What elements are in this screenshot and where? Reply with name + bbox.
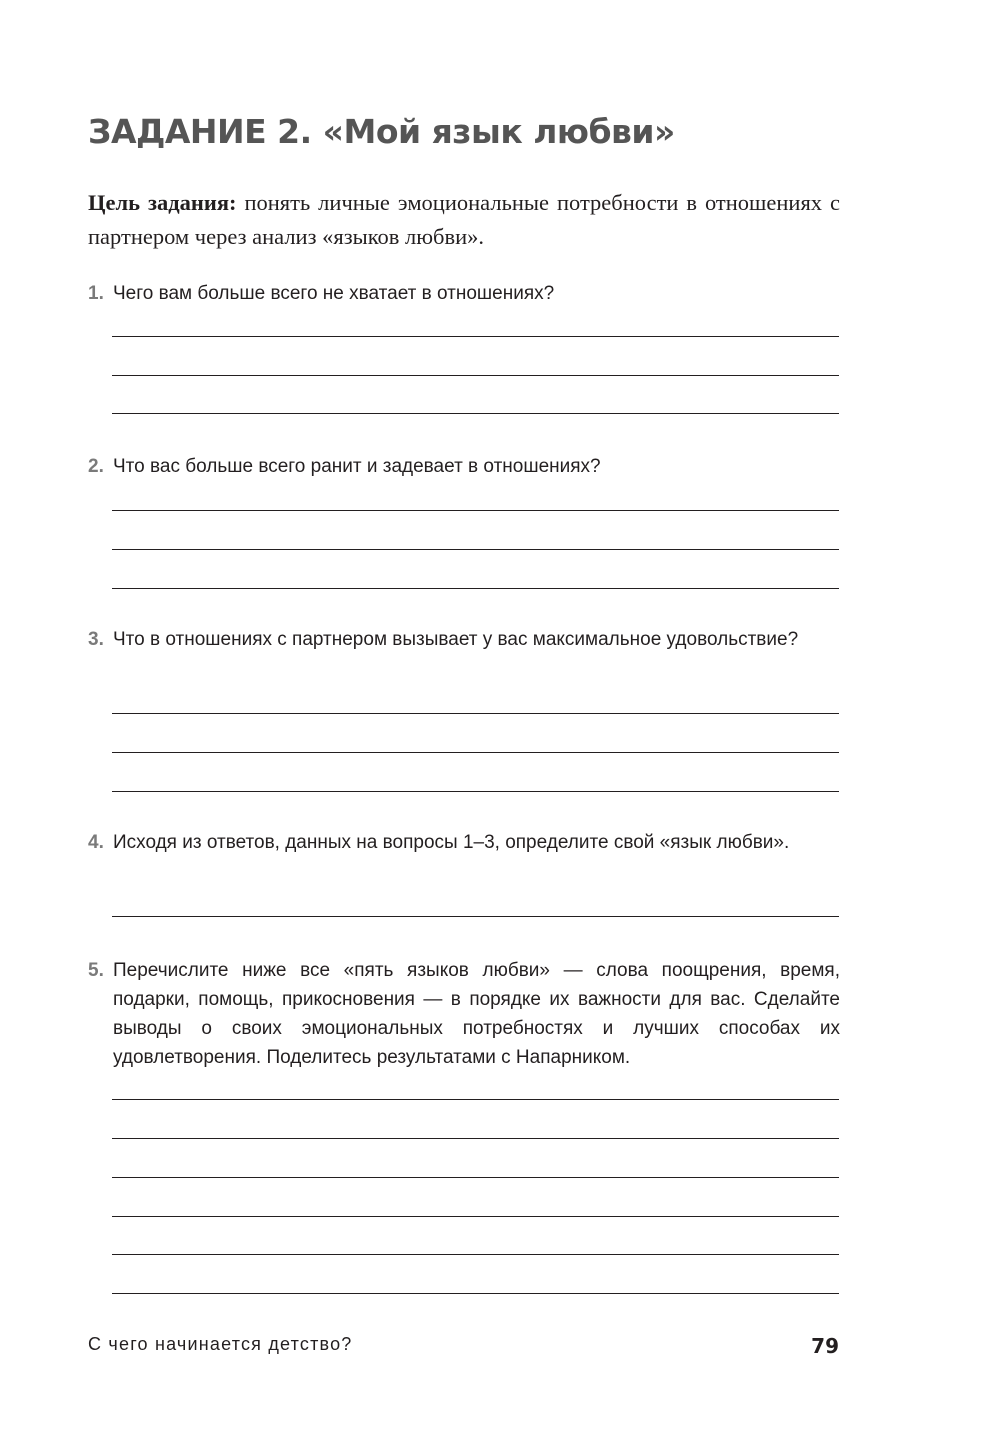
- question-1: [88, 279, 840, 308]
- question-number: 1.: [88, 283, 104, 304]
- answer-line[interactable]: [112, 549, 839, 550]
- question-number: 4.: [88, 832, 104, 853]
- running-footer-title: С чего начинается детство?: [88, 1334, 353, 1354]
- question-number: 5.: [88, 960, 104, 981]
- question-number: 2.: [88, 456, 104, 477]
- answer-line[interactable]: [112, 336, 839, 337]
- question-number: 3.: [88, 629, 104, 650]
- question-text: Чего вам больше всего не хватает в отношениях?: [113, 283, 555, 304]
- answer-line[interactable]: [112, 916, 839, 917]
- page-title: ЗАДАНИЕ 2. «Мой язык любви»: [88, 112, 675, 151]
- question-text: Что в отношениях с партнером вызывает у вас максимальное удовольствие?: [113, 629, 799, 650]
- page-number: 79: [811, 1334, 839, 1358]
- answer-line[interactable]: [112, 1138, 839, 1139]
- answer-line[interactable]: [112, 713, 839, 714]
- question-text: Что вас больше всего ранит и задевает в отношениях?: [113, 456, 601, 477]
- answer-line[interactable]: [112, 1216, 839, 1217]
- goal-label: Цель задания:: [88, 190, 237, 215]
- answer-line[interactable]: [112, 752, 839, 753]
- answer-line[interactable]: [112, 791, 839, 792]
- answer-line[interactable]: [112, 588, 839, 589]
- answer-line[interactable]: [112, 1177, 839, 1178]
- answer-line[interactable]: [112, 413, 839, 414]
- question-3: [88, 625, 840, 654]
- goal-text: понять личные эмоциональные потребности в отношениях с партнером через анализ «языков любви».: [88, 190, 840, 249]
- answer-line[interactable]: [112, 510, 839, 511]
- question-2: [88, 452, 840, 481]
- answer-line[interactable]: [112, 1099, 839, 1100]
- answer-line[interactable]: [112, 1293, 839, 1294]
- task-goal: [88, 186, 840, 254]
- question-4: [88, 828, 840, 857]
- question-text: Исходя из ответов, данных на вопросы 1–3, определите свой «язык любви».: [113, 832, 790, 853]
- question-5: [88, 956, 840, 1072]
- answer-line[interactable]: [112, 375, 839, 376]
- answer-line[interactable]: [112, 1254, 839, 1255]
- question-text: Перечислите ниже все «пять языков любви» — слова поощрения, время, подарки, помощь, прикосновения — в порядке их важности для вас. Сделайте выводы о своих эмоциональных потребностях и лучших способах их удовлетворения. Поделитесь результатами с Напарником.: [113, 960, 840, 1068]
